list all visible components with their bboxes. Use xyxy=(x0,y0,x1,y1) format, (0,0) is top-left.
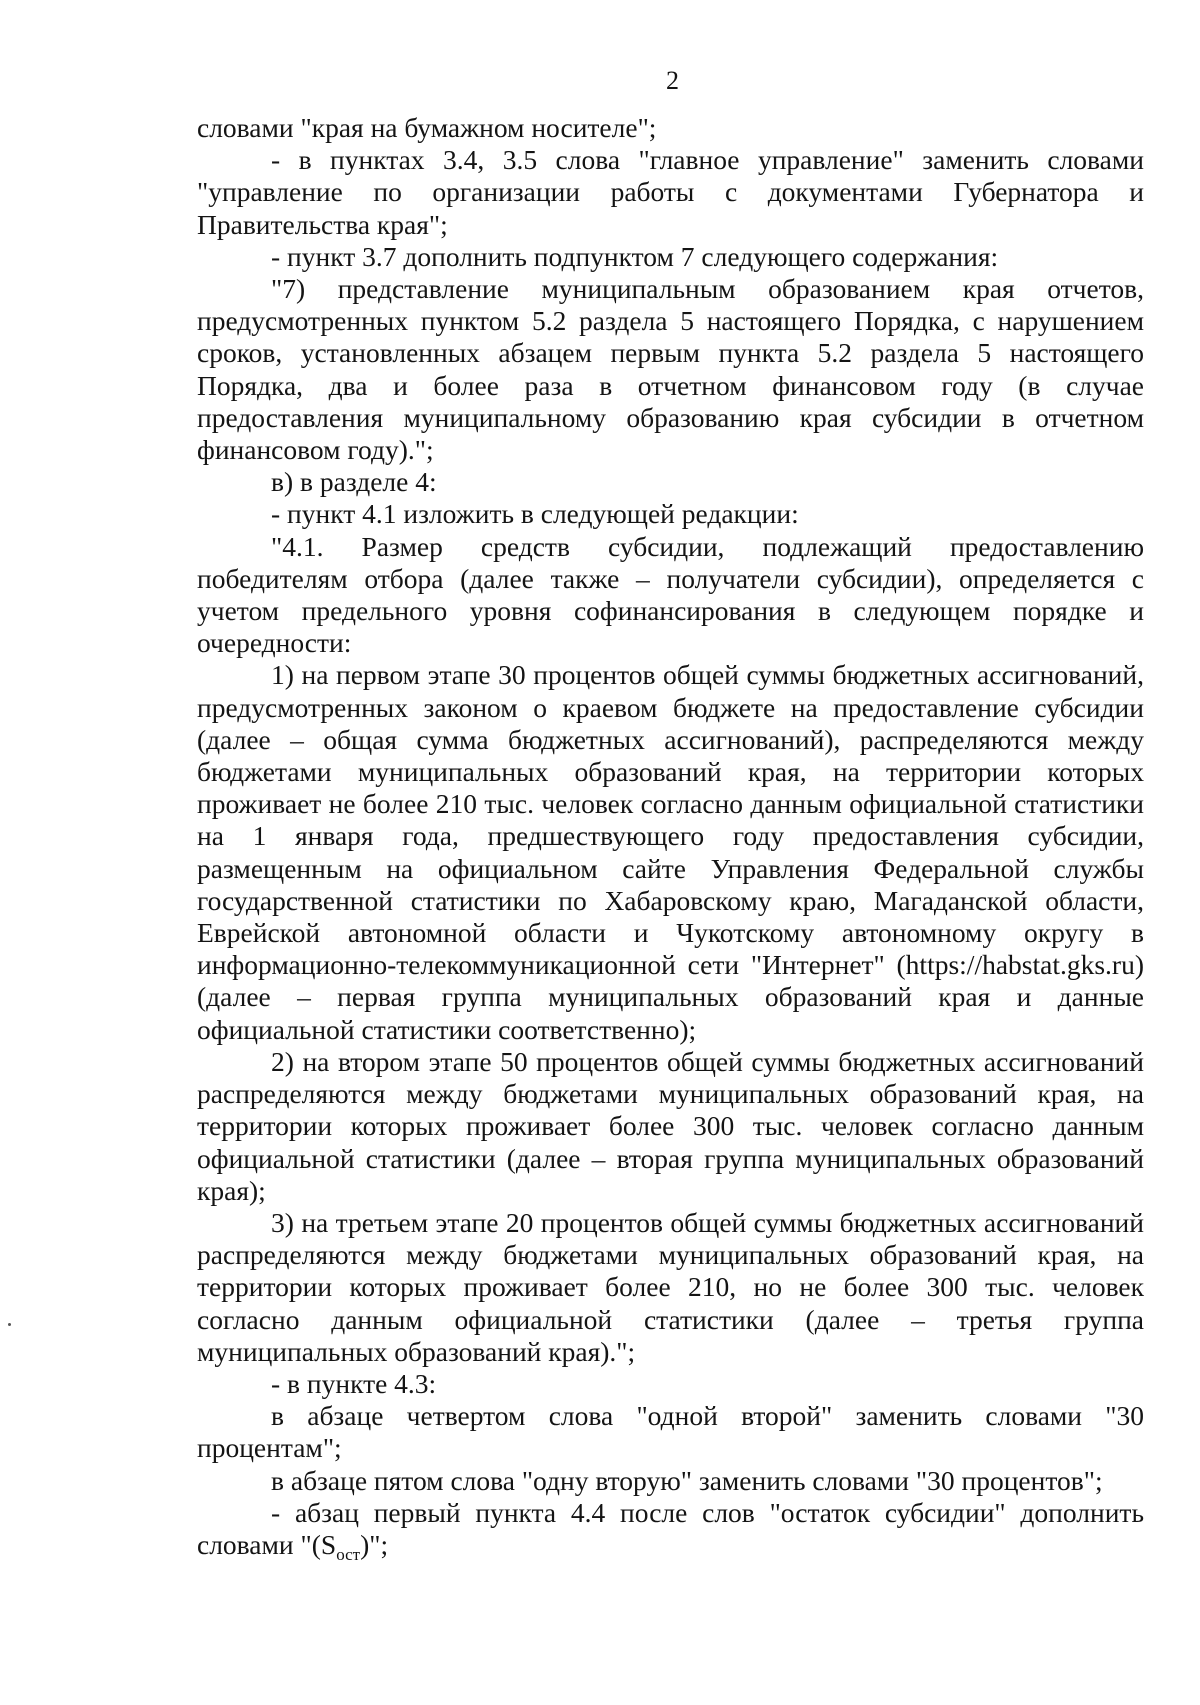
paragraph xyxy=(197,1496,1144,1564)
paragraph: в абзаце пятом слова "одну вторую" заменить словами "30 процентов"; xyxy=(271,1464,1103,1496)
paragraph-suffix: )"; xyxy=(360,1528,389,1560)
paragraph: в) в разделе 4: xyxy=(271,466,437,498)
paragraph-text: - абзац первый пункта 4.4 после слов "остаток субсидии" дополнить словами "(S xyxy=(197,1496,1144,1560)
paragraph: 3) на третьем этапе 20 процентов общей суммы бюджетных ассигнований распределяются между бюджетами муниципальных образований края, на территории которых проживает более 210, но не более 300 тыс. человек согласно данным официальной статистики (далее – третья группа муниципальных образований края)."; xyxy=(197,1206,1144,1367)
paragraph: "4.1. Размер средств субсидии, подлежащий предоставлению победителям отбора (далее также – получатели субсидии), определяется с учетом предельного уровня софинансирования в следующем порядке и очередности: xyxy=(197,530,1144,659)
paragraph: - в пункте 4.3: xyxy=(271,1367,437,1399)
paragraph: 1) на первом этапе 30 процентов общей суммы бюджетных ассигнований, предусмотренных законом о краевом бюджете на предоставление субсидии (далее – общая сумма бюджетных ассигнований), распределяются между бюджетами муниципальных образований края, на территории которых проживает не более 210 тыс. человек согласно данным официальной статистики на 1 января года, предшествующего году предоставления субсидии, размещенным на официальном сайте Управления Федеральной службы государственной статистики по Хабаровскому краю, Магаданской области, Еврейской автономной области и Чукотскому автономному округу в информационно-телекоммуникационной сети "Интернет" (https://habstat.gks.ru) (далее – первая группа муниципальных образований края и данные официальной статистики соответственно); xyxy=(197,659,1144,1045)
paragraph: "7) представление муниципальным образованием края отчетов, предусмотренных пунктом 5.2 раздела 5 настоящего Порядка, с нарушением сроков, установленных абзацем первым пункта 5.2 раздела 5 настоящего Порядка, два и более раза в отчетном финансовом году (в случае предоставления муниципальному образованию края субсидии в отчетном финансовом году)."; xyxy=(197,273,1144,466)
page-number: 2 xyxy=(666,66,679,95)
paragraph: - пункт 3.7 дополнить подпунктом 7 следующего содержания: xyxy=(271,240,999,272)
paragraph: в абзаце четвертом слова "одной второй" заменить словами "30 процентам"; xyxy=(197,1400,1144,1464)
paragraph: словами "края на бумажном носителе"; xyxy=(197,112,657,143)
paragraph: - пункт 4.1 изложить в следующей редакции: xyxy=(271,498,799,530)
scan-artifact xyxy=(8,1323,11,1326)
document-body xyxy=(197,112,1144,1564)
paragraph: - в пунктах 3.4, 3.5 слова "главное управление" заменить словами "управление по организации работы с документами Губернатора и Правительства края"; xyxy=(197,144,1144,240)
paragraph: 2) на втором этапе 50 процентов общей суммы бюджетных ассигнований распределяются между бюджетами муниципальных образований края, на территории которых проживает более 300 тыс. человек согласно данным официальной статистики (далее – вторая группа муниципальных образований края); xyxy=(197,1045,1144,1206)
subscript: ост xyxy=(336,1544,361,1564)
